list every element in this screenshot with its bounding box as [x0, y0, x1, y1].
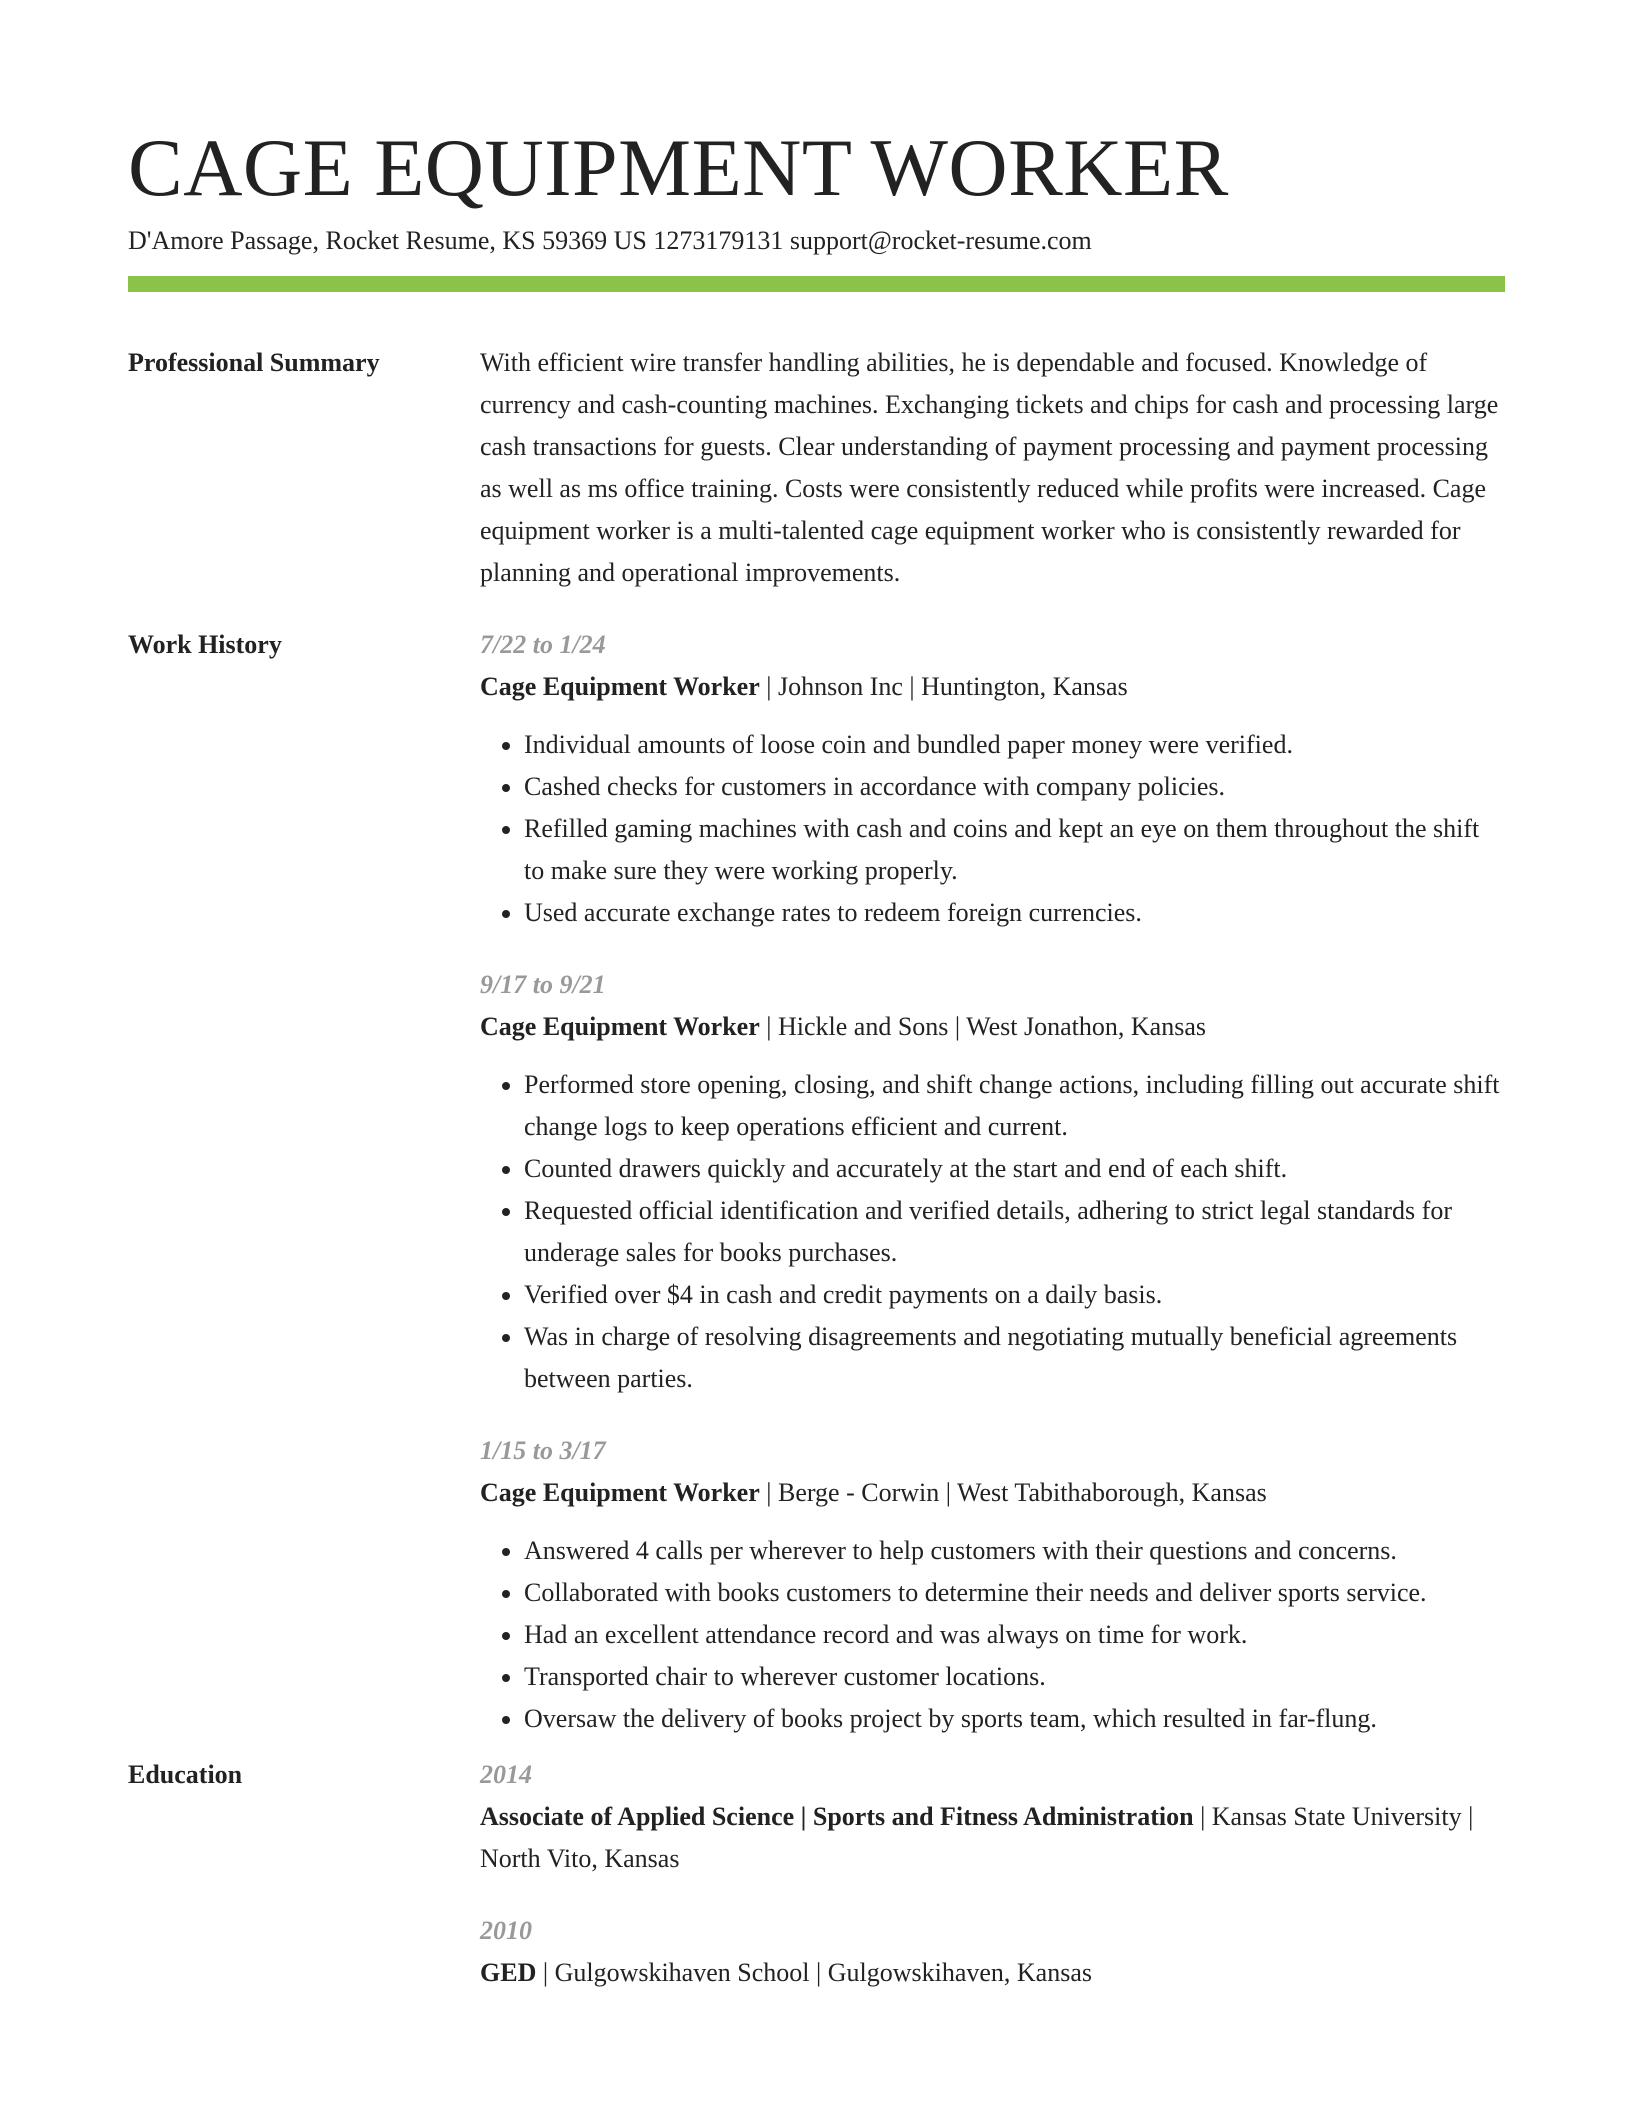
job-bullet: • Performed store opening, closing, and shift change actions, including filling out accurate shift change logs to keep operations efficient and current. — [524, 1064, 1505, 1148]
job-company: Berge - Corwin — [777, 1478, 940, 1507]
job-bullet: • Was in charge of resolving disagreements and negotiating mutually beneficial agreements between parties. — [524, 1316, 1505, 1400]
job-bullet: • Had an excellent attendance record and was always on time for work. — [524, 1614, 1505, 1656]
contact-phone: 1273179131 — [653, 226, 784, 255]
education-location: North Vito, Kansas — [480, 1844, 680, 1873]
resume-name: CAGE EQUIPMENT WORKER — [128, 122, 1229, 213]
work-history-list — [480, 624, 1505, 1740]
work-history-heading: Work History — [128, 630, 282, 659]
job-location: Huntington, Kansas — [921, 672, 1128, 701]
separator — [1462, 1802, 1474, 1831]
job-title: Cage Equipment Worker — [480, 1478, 760, 1507]
contact-email: support@rocket-resume.com — [789, 226, 1092, 255]
contact-line — [128, 224, 1505, 258]
separator — [760, 672, 778, 701]
education-year: 2014 — [480, 1760, 532, 1789]
job-entry — [480, 964, 1505, 1400]
education-list — [480, 1754, 1505, 1994]
job-bullet: • Used accurate exchange rates to redeem foreign currencies. — [524, 892, 1505, 934]
job-bullet: • Verified over $4 in cash and credit payments on a daily basis. — [524, 1274, 1505, 1316]
job-location: West Tabithaborough, Kansas — [957, 1478, 1267, 1507]
job-bullet: • Transported chair to wherever customer locations. — [524, 1656, 1505, 1698]
job-company: Hickle and Sons — [777, 1012, 949, 1041]
separator — [809, 1958, 827, 1987]
education-heading: Education — [128, 1760, 243, 1789]
contact-address: D'Amore Passage, Rocket Resume, KS 59369 US — [128, 226, 647, 255]
separator — [939, 1478, 957, 1507]
separator — [903, 672, 921, 701]
job-bullets — [480, 1530, 1505, 1740]
education-year: 2010 — [480, 1916, 532, 1945]
job-heading — [480, 1472, 1505, 1514]
education-location: Gulgowskihaven, Kansas — [827, 1958, 1092, 1987]
summary-heading: Professional Summary — [128, 348, 380, 377]
job-entry — [480, 1430, 1505, 1740]
job-bullet: • Collaborated with books customers to determine their needs and deliver sports service. — [524, 1572, 1505, 1614]
job-bullet: • Cashed checks for customers in accordance with company policies. — [524, 766, 1505, 808]
job-bullet: • Answered 4 calls per wherever to help customers with their questions and concerns. — [524, 1530, 1505, 1572]
education-entry — [480, 1910, 1505, 1994]
separator — [536, 1958, 554, 1987]
job-entry — [480, 624, 1505, 934]
separator — [760, 1012, 778, 1041]
education-heading-line — [480, 1952, 1505, 1994]
job-bullets — [480, 724, 1505, 934]
separator — [1194, 1802, 1212, 1831]
job-dates: 1/15 to 3/17 — [480, 1436, 606, 1465]
separator — [948, 1012, 966, 1041]
job-bullet: • Requested official identification and verified details, adhering to strict legal standards for underage sales for books purchases. — [524, 1190, 1505, 1274]
job-bullets — [480, 1064, 1505, 1400]
job-heading — [480, 1006, 1505, 1048]
education-entry — [480, 1754, 1505, 1880]
job-title: Cage Equipment Worker — [480, 672, 760, 701]
header-divider — [128, 276, 1505, 292]
education-degree: Associate of Applied Science | Sports and Fitness Administration — [480, 1802, 1194, 1831]
job-company: Johnson Inc — [777, 672, 903, 701]
job-location: West Jonathon, Kansas — [966, 1012, 1206, 1041]
education-section — [128, 1754, 1505, 1994]
job-bullet: • Counted drawers quickly and accurately at the start and end of each shift. — [524, 1148, 1505, 1190]
education-school: Gulgowskihaven School — [554, 1958, 810, 1987]
work-history-section — [128, 624, 1505, 1740]
job-dates: 7/22 to 1/24 — [480, 630, 606, 659]
summary-section — [128, 342, 1505, 594]
job-bullet: • Individual amounts of loose coin and bundled paper money were verified. — [524, 724, 1505, 766]
job-bullet: • Refilled gaming machines with cash and coins and kept an eye on them throughout the shift to make sure they were working properly. — [524, 808, 1505, 892]
job-bullet: • Oversaw the delivery of books project by sports team, which resulted in far-flung. — [524, 1698, 1505, 1740]
job-heading — [480, 666, 1505, 708]
summary-text: With efficient wire transfer handling abilities, he is dependable and focused. Knowledge of currency and cash-counting machines. Exchanging tickets and chips for cash and processing large cash transactions for guests. Clear understanding of payment processing and payment processing as well as ms office training. Costs were consistently reduced while profits were increased. Cage equipment worker is a multi-talented cage equipment worker who is consistently rewarded for planning and operational improvements. — [480, 348, 1499, 587]
education-degree: GED — [480, 1958, 537, 1987]
education-heading-line — [480, 1796, 1505, 1880]
job-title: Cage Equipment Worker — [480, 1012, 760, 1041]
education-school: Kansas State University — [1211, 1802, 1462, 1831]
resume-page — [128, 120, 1505, 1994]
separator — [760, 1478, 778, 1507]
job-dates: 9/17 to 9/21 — [480, 970, 606, 999]
